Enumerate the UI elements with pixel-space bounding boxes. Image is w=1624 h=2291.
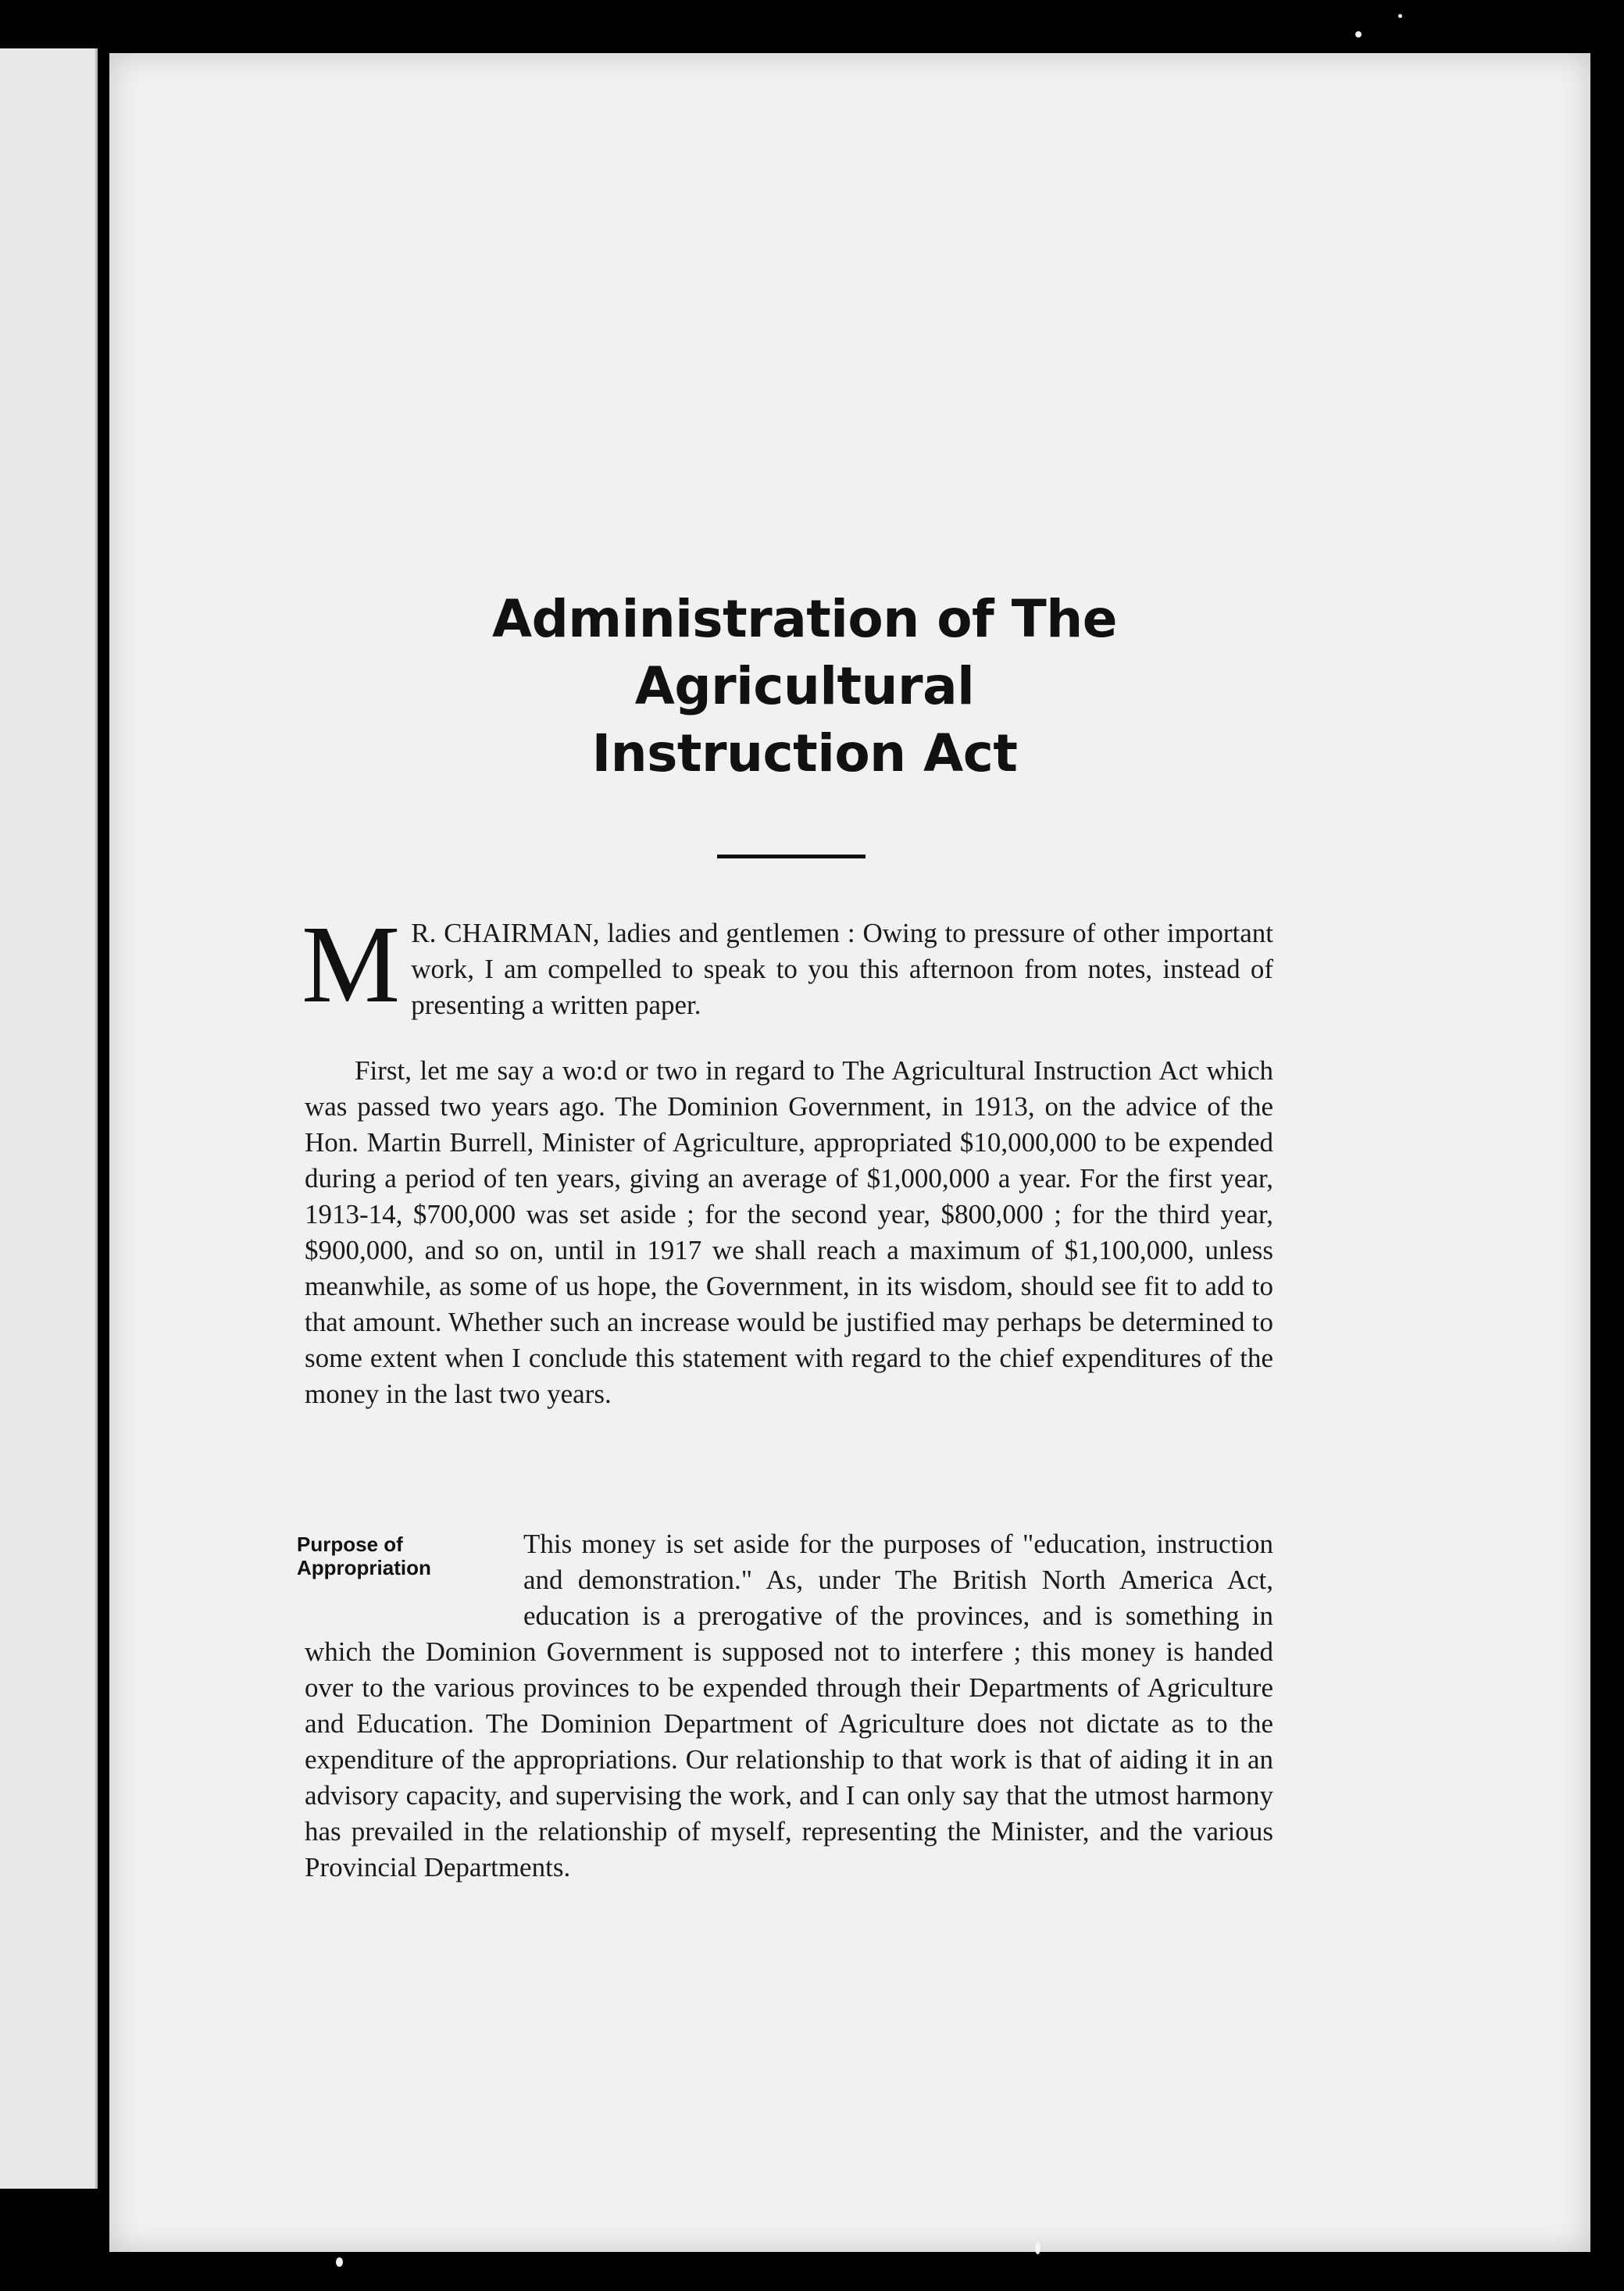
scan-speck (336, 2257, 343, 2267)
opening-paragraph (302, 902, 1273, 1026)
title-line-1: Administration of The Agricultural (491, 589, 1118, 716)
side-heading-line-2: Appropriation (297, 1556, 431, 1579)
drop-cap: M (302, 902, 401, 1026)
opening-paragraph-text: R. CHAIRMAN, ladies and gentlemen : Owing to pressure of other important work, I am compelled to speak to you this afternoon from notes, instead of presenting a written paper. (411, 918, 1273, 1020)
document-title (375, 586, 1234, 787)
title-line-2: Instruction Act (591, 723, 1018, 783)
paragraph-purpose-text: This money is set aside for the purposes of "education, instruction and demonstration." As, under The British North America Act, education is a prerogative of the provinces, and is something in which the Dominion Government is supposed not to interfere ; this money is handed over to the various provinces to be expended through their Departments of Agriculture and Education. The Dominion Department of Agriculture does not dictate as to the expenditure of the appropriations. Our relationship to that work is that of aiding it in an advisory capacity, and supervising the work, and I can only say that the utmost harmony has prevailed in the relationship of myself, representing the Minister, and the various Provincial Departments. (305, 1529, 1273, 1882)
title-divider (717, 855, 866, 858)
side-heading (297, 1533, 523, 1634)
facing-page-edge (0, 48, 98, 2189)
paragraph-act-overview: First, let me say a wo:d or two in regard to The Agricultural Instruction Act which was passed two years ago. The Dominion Government, in 1913, on the advice of the Hon. Martin Burrell, Minister of Agriculture, appropriated $10,000,000 to be expended during a period of ten years, giving an average of $1,000,000 a year. For the first year, 1913-14, $700,000 was set aside ; for the second year, $800,000 ; for the third year, $900,000, and so on, until in 1917 we shall reach a maximum of $1,100,000, unless meanwhile, as some of us hope, the Government, in its wisdom, should see fit to add to that amount. Whether such an increase would be justified may perhaps be determined to some extent when I conclude this statement with regard to the chief expenditures of the money in the last two years. (305, 1055, 1273, 1409)
paragraph-purpose (297, 1526, 1273, 1886)
side-heading-line-1: Purpose of (297, 1533, 403, 1556)
scan-speck (1035, 2242, 1040, 2254)
scan-speck (1355, 31, 1362, 37)
scan-speck (1398, 14, 1402, 18)
